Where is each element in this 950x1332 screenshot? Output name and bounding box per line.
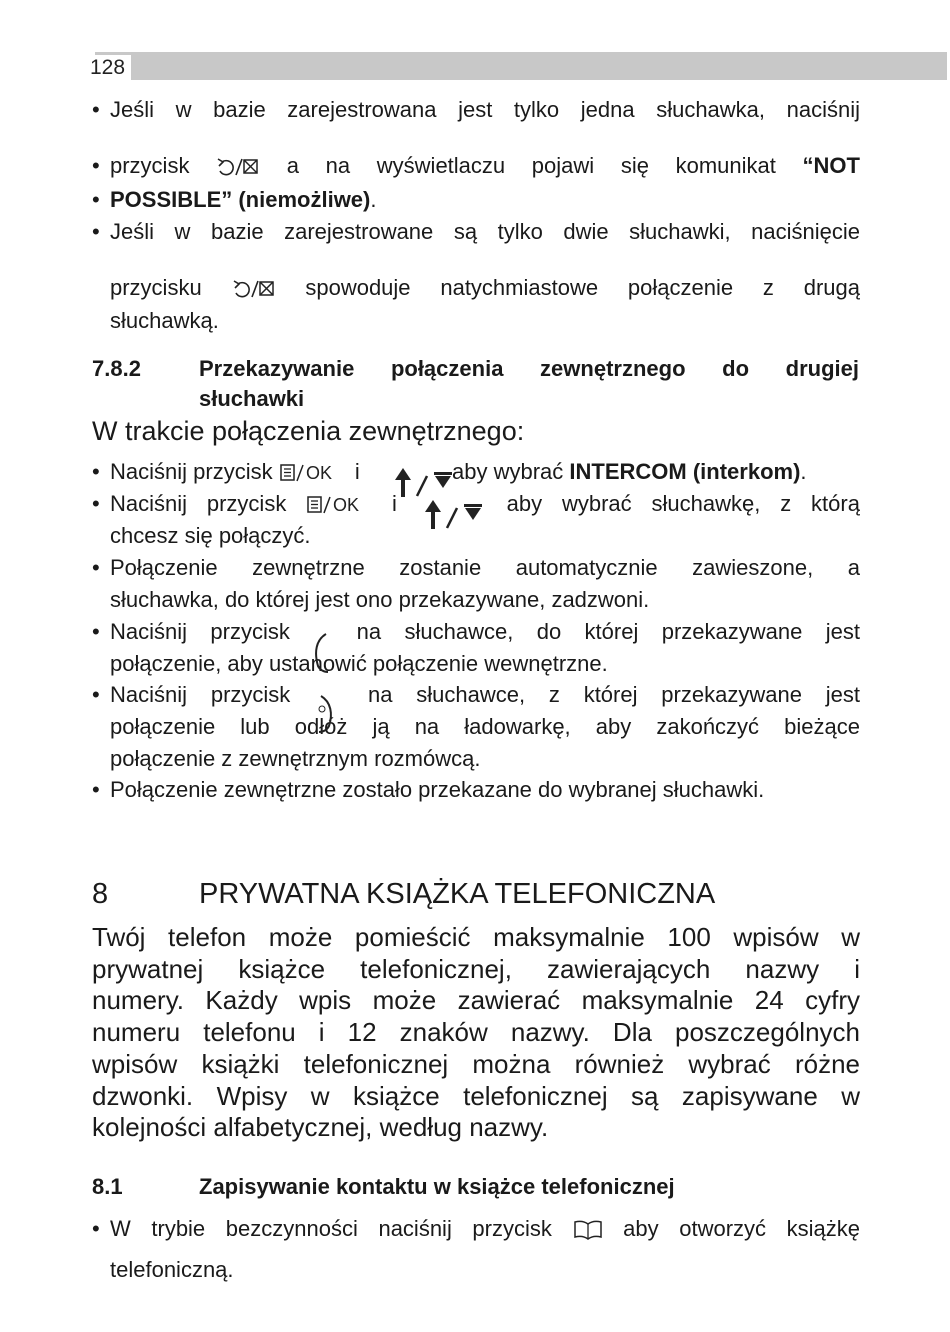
section-heading-8-1: 8.1 Zapisywanie kontaktu w książce telefonicznej bbox=[92, 1174, 675, 1199]
chapter-8-paragraph: Twój telefon może pomieścić maksymalnie 100 wpisów w prywatnej książce telefonicznej, zawierających nazwy i numery. Każdy wpis może zawierać maksymalnie 24 cyfry numeru telefonu i 12 znaków nazwy. Dla poszczególnych wpisów książki telefonicznej można również wybrać różne dzwonki. Wpisy w książce telefonicznej są zapisywane w kolejności alfabetycznej, według nazwy. bbox=[92, 922, 860, 1143]
lead-text: W trakcie połączenia zewnętrznego: bbox=[92, 416, 525, 446]
section-heading-7-8-2: 7.8.2 Przekazywanie połączenia zewnętrznego do drugiej bbox=[92, 356, 859, 381]
bullet-line: • Jeśli w bazie zarejestrowana jest tylko jedna słuchawka, naciśnij bbox=[92, 94, 860, 126]
bullet-auto-hold: • Połączenie zewnętrzne zostanie automatycznie zawieszone, a • słuchawka, do której jest ono przekazywane, zadzwoni. bbox=[92, 552, 860, 616]
up-down-arrows-icon bbox=[423, 498, 485, 537]
menu-ok-icon bbox=[306, 494, 372, 516]
bullet-intercom: • Naciśnij przycisk OK i aby wybrać INTERCOM (interkom). bbox=[92, 456, 860, 488]
back-mute-icon bbox=[232, 278, 276, 300]
svg-text:OK: OK bbox=[333, 495, 360, 516]
header-bar bbox=[95, 52, 947, 80]
back-mute-icon bbox=[216, 156, 260, 178]
menu-ok-icon bbox=[279, 462, 345, 484]
page-number: 128 bbox=[90, 55, 131, 81]
bullet-transferred: • Połączenie zewnętrzne zostało przekazane do wybranej słuchawki. bbox=[92, 774, 860, 806]
svg-text:OK: OK bbox=[305, 463, 332, 484]
phonebook-icon bbox=[573, 1219, 603, 1241]
bullet-select-handset: • Naciśnij przycisk OK i aby wybrać słuchawkę, z którą • chcesz się połączyć. bbox=[92, 488, 860, 552]
bullet-talk: • Naciśnij przycisk na słuchawce, do której przekazywane jest • połączenie, aby ustanowić połączenie wewnętrzne. bbox=[92, 616, 860, 680]
end-call-icon bbox=[315, 694, 339, 739]
talk-icon bbox=[312, 632, 332, 679]
chapter-heading-8: 8 PRYWATNA KSIĄŻKA TELEFONICZNA bbox=[92, 878, 716, 910]
bullet-open-phonebook: • W trybie bezczynności naciśnij przycisk aby otworzyć książkę bbox=[92, 1213, 860, 1245]
bullet-single-handset bbox=[92, 94, 860, 126]
bullet-two-handsets: • Jeśli w bazie zarejestrowane są tylko dwie słuchawki, naciśnięcie bbox=[92, 216, 860, 248]
bullet-end-call: • Naciśnij przycisk na słuchawce, z której przekazywane jest • połączenie lub odłóż ją na ładowarkę, aby zakończyć bieżące • połączenie z zewnętrznym rozmówcą. bbox=[92, 679, 860, 775]
bullet-single-handset-cont: • przycisk a na wyświetlaczu pojawi się komunikat “NOT bbox=[92, 150, 860, 182]
